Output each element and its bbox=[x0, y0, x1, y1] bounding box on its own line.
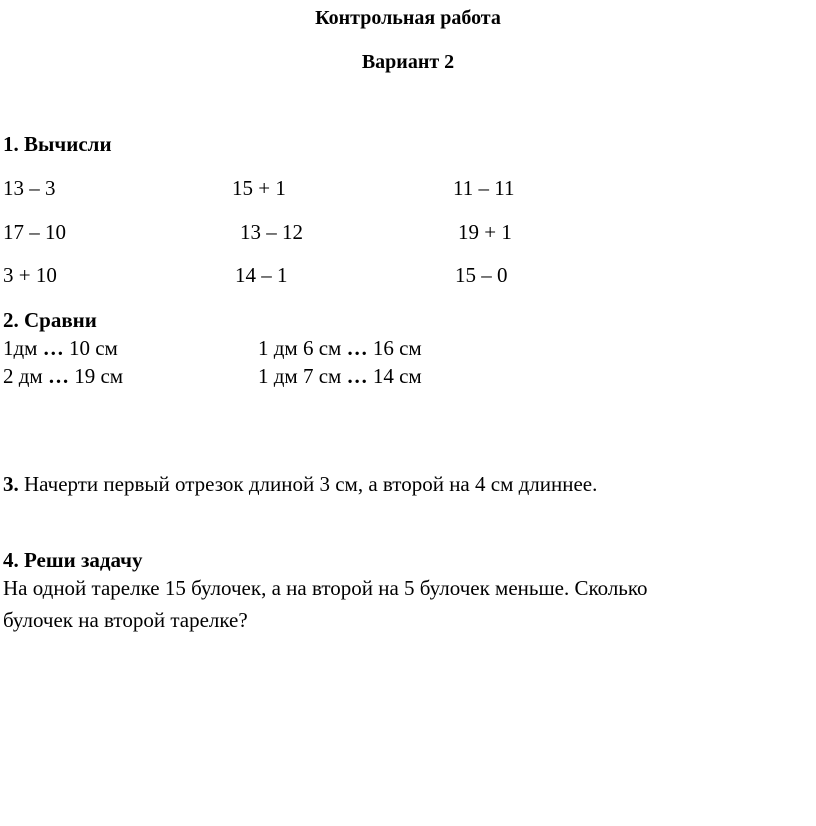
comparison-dots: … bbox=[47, 364, 69, 388]
task1-expression: 19 + 1 bbox=[458, 220, 512, 244]
variant-label: Вариант 2 bbox=[361, 51, 455, 73]
comparison-right: 14 см bbox=[372, 364, 422, 388]
task1-expression: 15 + 1 bbox=[232, 176, 286, 200]
task4-text-line: На одной тарелке 15 булочек, а на второй на 5 булочек меньше. Сколько bbox=[3, 576, 648, 600]
comparison-left: 1 дм 6 см bbox=[258, 336, 342, 360]
task1-expression: 11 – 11 bbox=[453, 176, 515, 200]
comparison-right: 19 см bbox=[74, 364, 124, 388]
document-title: Контрольная работа bbox=[315, 7, 501, 29]
task1-expression: 17 – 10 bbox=[3, 220, 66, 244]
comparison-right: 10 см bbox=[68, 336, 118, 360]
task3-text: Начерти первый отрезок длиной 3 см, а второй на 4 см длиннее. bbox=[18, 472, 598, 496]
task1-expression: 13 – 12 bbox=[240, 220, 303, 244]
comparison-left: 1 дм 7 см bbox=[258, 364, 342, 388]
comparison-dots: … bbox=[42, 336, 64, 360]
task3-number: 3. bbox=[3, 472, 19, 496]
comparison-item bbox=[3, 366, 123, 387]
task1-heading: 1. Вычисли bbox=[3, 132, 112, 156]
comparison-dots: … bbox=[346, 364, 368, 388]
comparison-item bbox=[258, 366, 422, 387]
task1-expression: 3 + 10 bbox=[3, 263, 57, 287]
comparison-right: 16 см bbox=[372, 336, 422, 360]
comparison-left: 1дм bbox=[3, 336, 38, 360]
task1-expression: 14 – 1 bbox=[235, 263, 288, 287]
task2-heading: 2. Сравни bbox=[3, 308, 97, 332]
task3-line bbox=[3, 474, 597, 495]
comparison-dots: … bbox=[346, 336, 368, 360]
comparison-left: 2 дм bbox=[3, 364, 43, 388]
comparison-item bbox=[3, 338, 118, 359]
comparison-item bbox=[258, 338, 422, 359]
task1-expression: 15 – 0 bbox=[455, 263, 508, 287]
task4-heading: 4. Реши задачу bbox=[3, 548, 143, 572]
task1-expression: 13 – 3 bbox=[3, 176, 56, 200]
task4-text-line: булочек на второй тарелке? bbox=[3, 608, 248, 632]
